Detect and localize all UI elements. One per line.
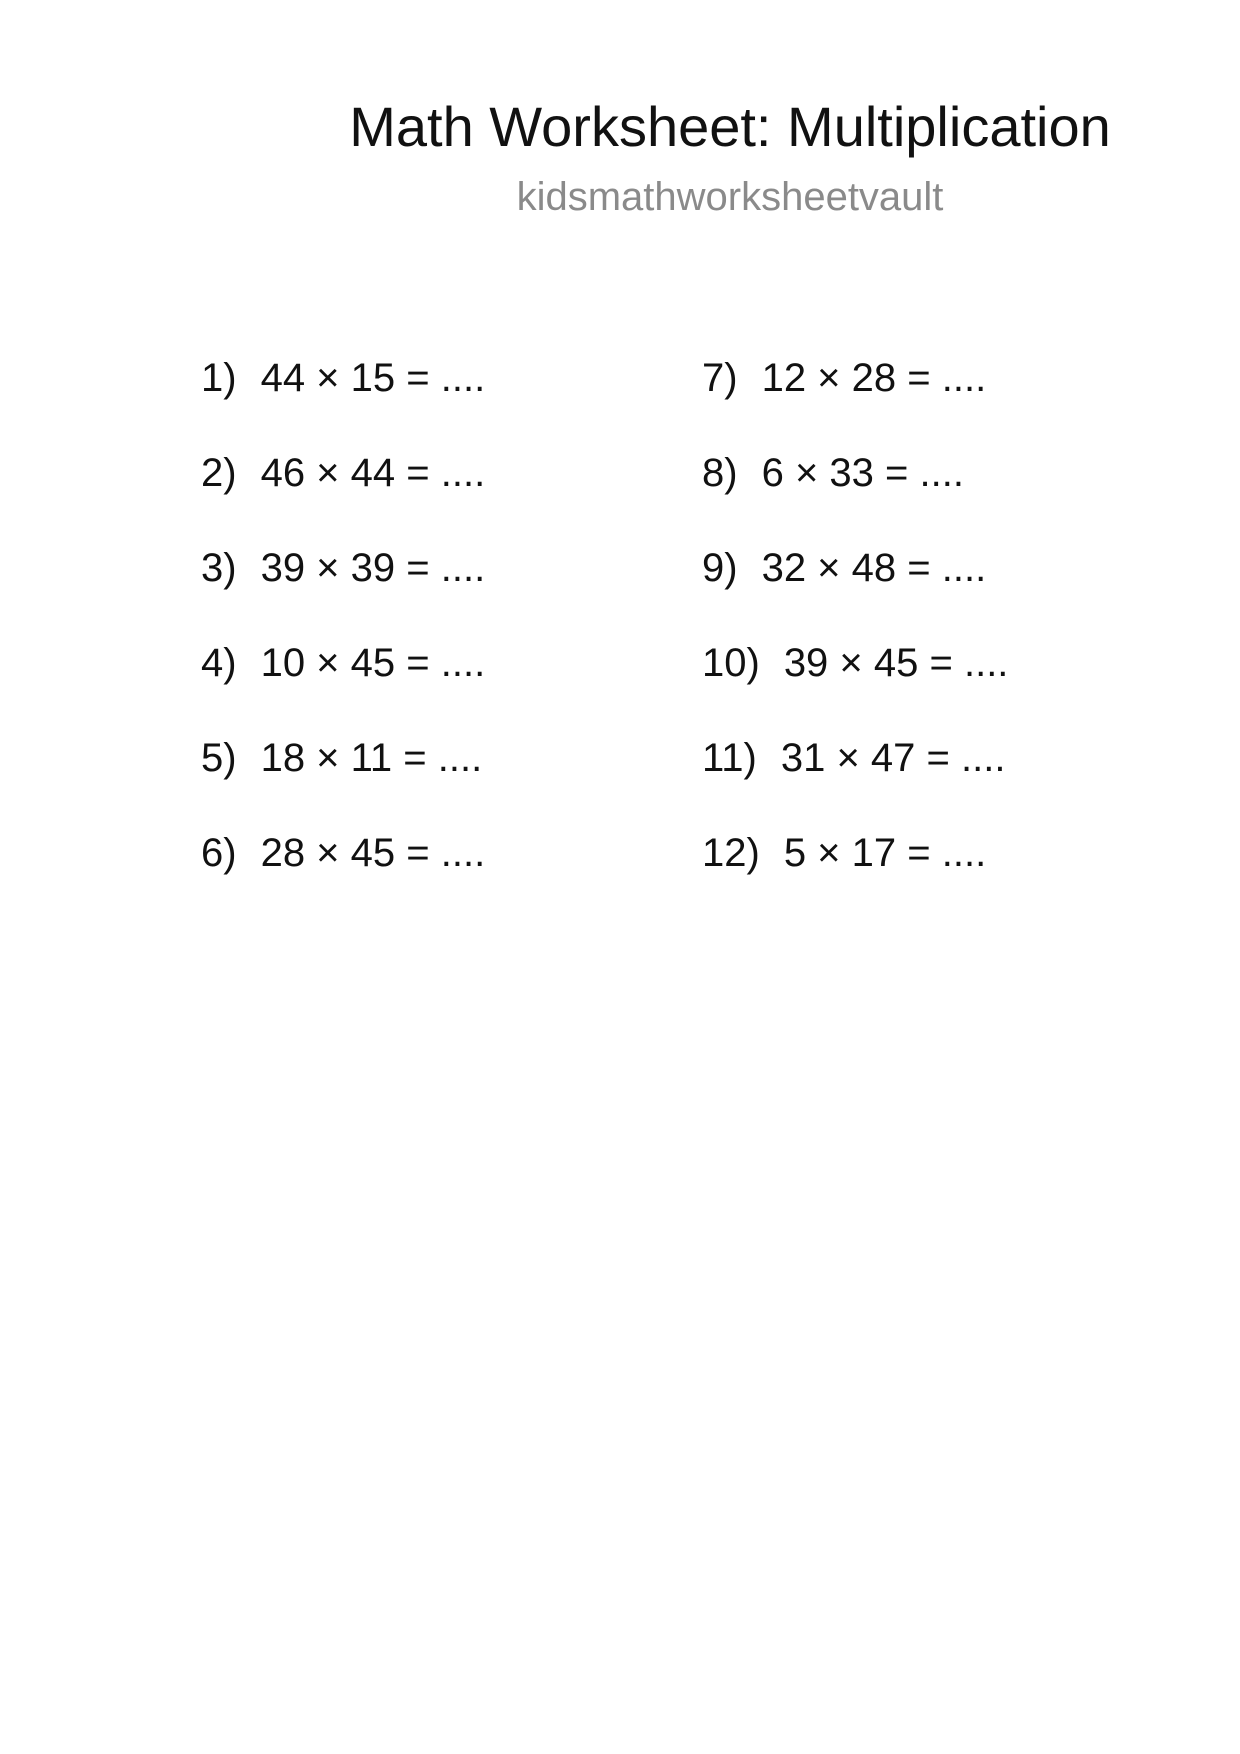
problem-number: 6)	[201, 831, 237, 875]
problem-item	[201, 823, 485, 918]
problem-item	[702, 728, 1008, 823]
worksheet-header	[300, 95, 1160, 221]
page-title: Math Worksheet: Multiplication	[349, 95, 1111, 158]
problem-number: 3)	[201, 546, 237, 590]
problem-item	[201, 443, 485, 538]
problem-item	[702, 443, 1008, 538]
problem-expression: 5 × 17 = ....	[783, 831, 987, 875]
problem-number: 7)	[702, 356, 738, 400]
problem-number: 5)	[201, 736, 237, 780]
page-subtitle: kidsmathworksheetvault	[516, 175, 944, 219]
problem-expression: 6 × 33 = ....	[761, 451, 964, 495]
problem-expression: 31 × 47 = ....	[780, 736, 1006, 780]
problem-number: 11)	[702, 736, 757, 780]
problem-number: 4)	[201, 641, 237, 685]
problem-expression: 10 × 45 = ....	[260, 641, 486, 685]
problem-number: 9)	[702, 546, 738, 590]
problem-number: 8)	[702, 451, 738, 495]
problem-item	[201, 633, 485, 728]
problem-item	[702, 348, 1008, 443]
problem-expression: 39 × 45 = ....	[783, 641, 1009, 685]
problem-item	[201, 728, 485, 823]
problem-item	[702, 823, 1008, 918]
problem-number: 12)	[702, 831, 760, 875]
problem-column-left	[201, 348, 485, 918]
problem-item	[201, 538, 485, 633]
problem-number: 2)	[201, 451, 237, 495]
problem-expression: 12 × 28 = ....	[761, 356, 987, 400]
problem-expression: 18 × 11 = ....	[260, 736, 483, 780]
problem-expression: 44 × 15 = ....	[260, 356, 486, 400]
problem-number: 10)	[702, 641, 760, 685]
problem-expression: 32 × 48 = ....	[761, 546, 987, 590]
problem-item	[702, 538, 1008, 633]
problem-item	[702, 633, 1008, 728]
problem-expression: 39 × 39 = ....	[260, 546, 486, 590]
problem-number: 1)	[201, 356, 237, 400]
problem-item	[201, 348, 485, 443]
problem-expression: 28 × 45 = ....	[260, 831, 486, 875]
problem-column-right	[702, 348, 1008, 918]
problem-expression: 46 × 44 = ....	[260, 451, 486, 495]
